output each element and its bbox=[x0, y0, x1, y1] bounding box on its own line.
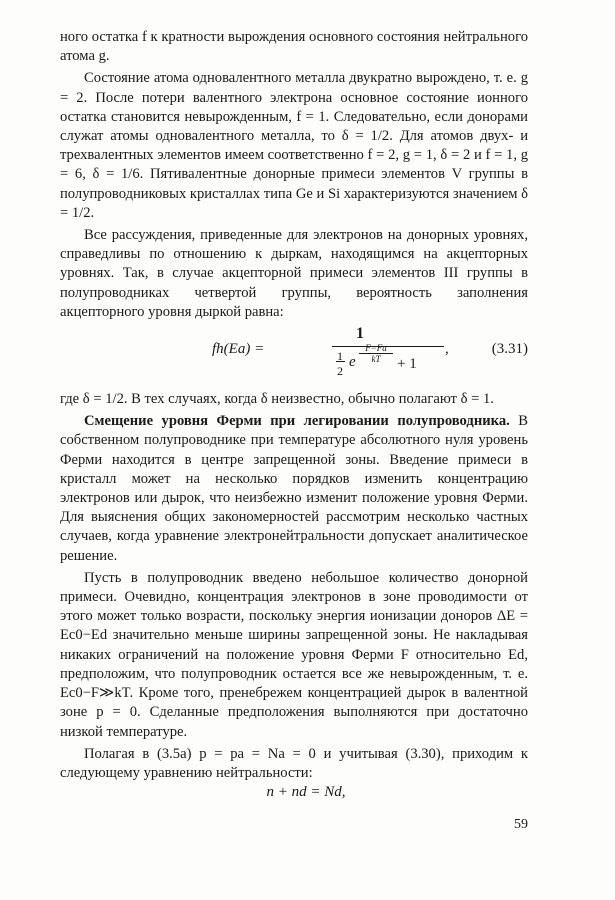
page-number: 59 bbox=[514, 817, 528, 832]
formula-fraction bbox=[275, 324, 445, 379]
formula-denominator bbox=[275, 343, 445, 379]
paragraph-2: Все рассуждения, приведенные для электронов на донорных уровнях, справедливы по отношению к дыркам, находящимся на акцепторных уровнях. Так, в случае акцепторной примеси элементов III группы в полупроводниках четвертой группы, вероятность заполнения акцепторного уровня дыркой равна: bbox=[60, 227, 528, 320]
paragraph-4 bbox=[60, 412, 528, 566]
plus-one: + 1 bbox=[397, 356, 417, 373]
paragraph-4-body: В собственном полупроводнике при температуре абсолютного нуля уровень Ферми находится в центре запрещенной зоны. Введение примеси в кристалл может на несколько порядков изменить концентрацию электронов или дырок, что неизбежно изменит положение уровня Ферми. Для выяснения общих закономерностей рассмотрим несколько частных случаев, когда уравнение электронейтральности допускает аналитическое решение. bbox=[60, 413, 528, 564]
exp-base: e bbox=[349, 354, 356, 371]
page-text bbox=[60, 28, 528, 802]
paragraph-0: ного остатка f к кратности вырождения основного состояния нейтрального атома g. bbox=[60, 29, 528, 65]
half-numerator: 1 bbox=[337, 349, 343, 364]
formula-3-31 bbox=[60, 324, 528, 386]
paragraph-3: где δ = 1/2. В тех случаях, когда δ неизвестно, обычно полагают δ = 1. bbox=[60, 391, 494, 408]
exponent-numerator: F−Fa bbox=[359, 343, 393, 354]
formula-lhs: fh(Ea) = bbox=[212, 341, 265, 358]
exponent-denominator: kT bbox=[371, 354, 381, 365]
section-heading: Смещение уровня Ферми при легировании полупроводника. bbox=[84, 413, 510, 430]
paragraph-1: Состояние атома одновалентного металла двукратно вырождено, т. е. g = 2. После потери валентного электрона основное состояние ионного остатка становится невырожденным, f = 1. Следовательно, если донорами служат атомы одновалентного металла, то δ = 1/2. Для атомов двух- и трехвалентных элементов имеем соответственно f = 2, g = 1, δ = 2 и f = 1, g = 6, δ = 1/6. Пятивалентные донорные примеси элементов V группы в полупроводниковых кристаллах типа Ge и Si характеризуются значением δ = 1/2. bbox=[60, 70, 529, 221]
formula-comma: , bbox=[445, 341, 449, 358]
paragraph-5: Пусть в полупроводник введено небольшое количество донорной примеси. Очевидно, концентрация электронов в зоне проводимости от этого может только возрасти, поскольку энергия ионизации доноров ΔE = Ec0−Ed значительно меньше ширины запрещенной зоны. Не накладывая никаких ограничений на положение уровня Ферми F относительно Ed, предположим, что полупроводник остается все же невырожденным, т. е. Ec0−F≫kT. Кроме того, пренебрежем концентрацией дырок в валентной зоне p = 0. Сделанные предположения выполняются при достаточно низкой температуре. bbox=[60, 569, 528, 740]
equation-number: (3.31) bbox=[491, 341, 528, 358]
paragraph-6: Полагая в (3.5a) p = pa = Na = 0 и учитывая (3.30), приходим к следующему уравнению нейтральности: bbox=[60, 745, 528, 781]
formula-numerator: 1 bbox=[356, 325, 364, 343]
exponent-fraction bbox=[359, 343, 393, 364]
neutrality-equation: n + nd = Nd, bbox=[266, 784, 346, 801]
half-denominator: 2 bbox=[337, 364, 343, 379]
